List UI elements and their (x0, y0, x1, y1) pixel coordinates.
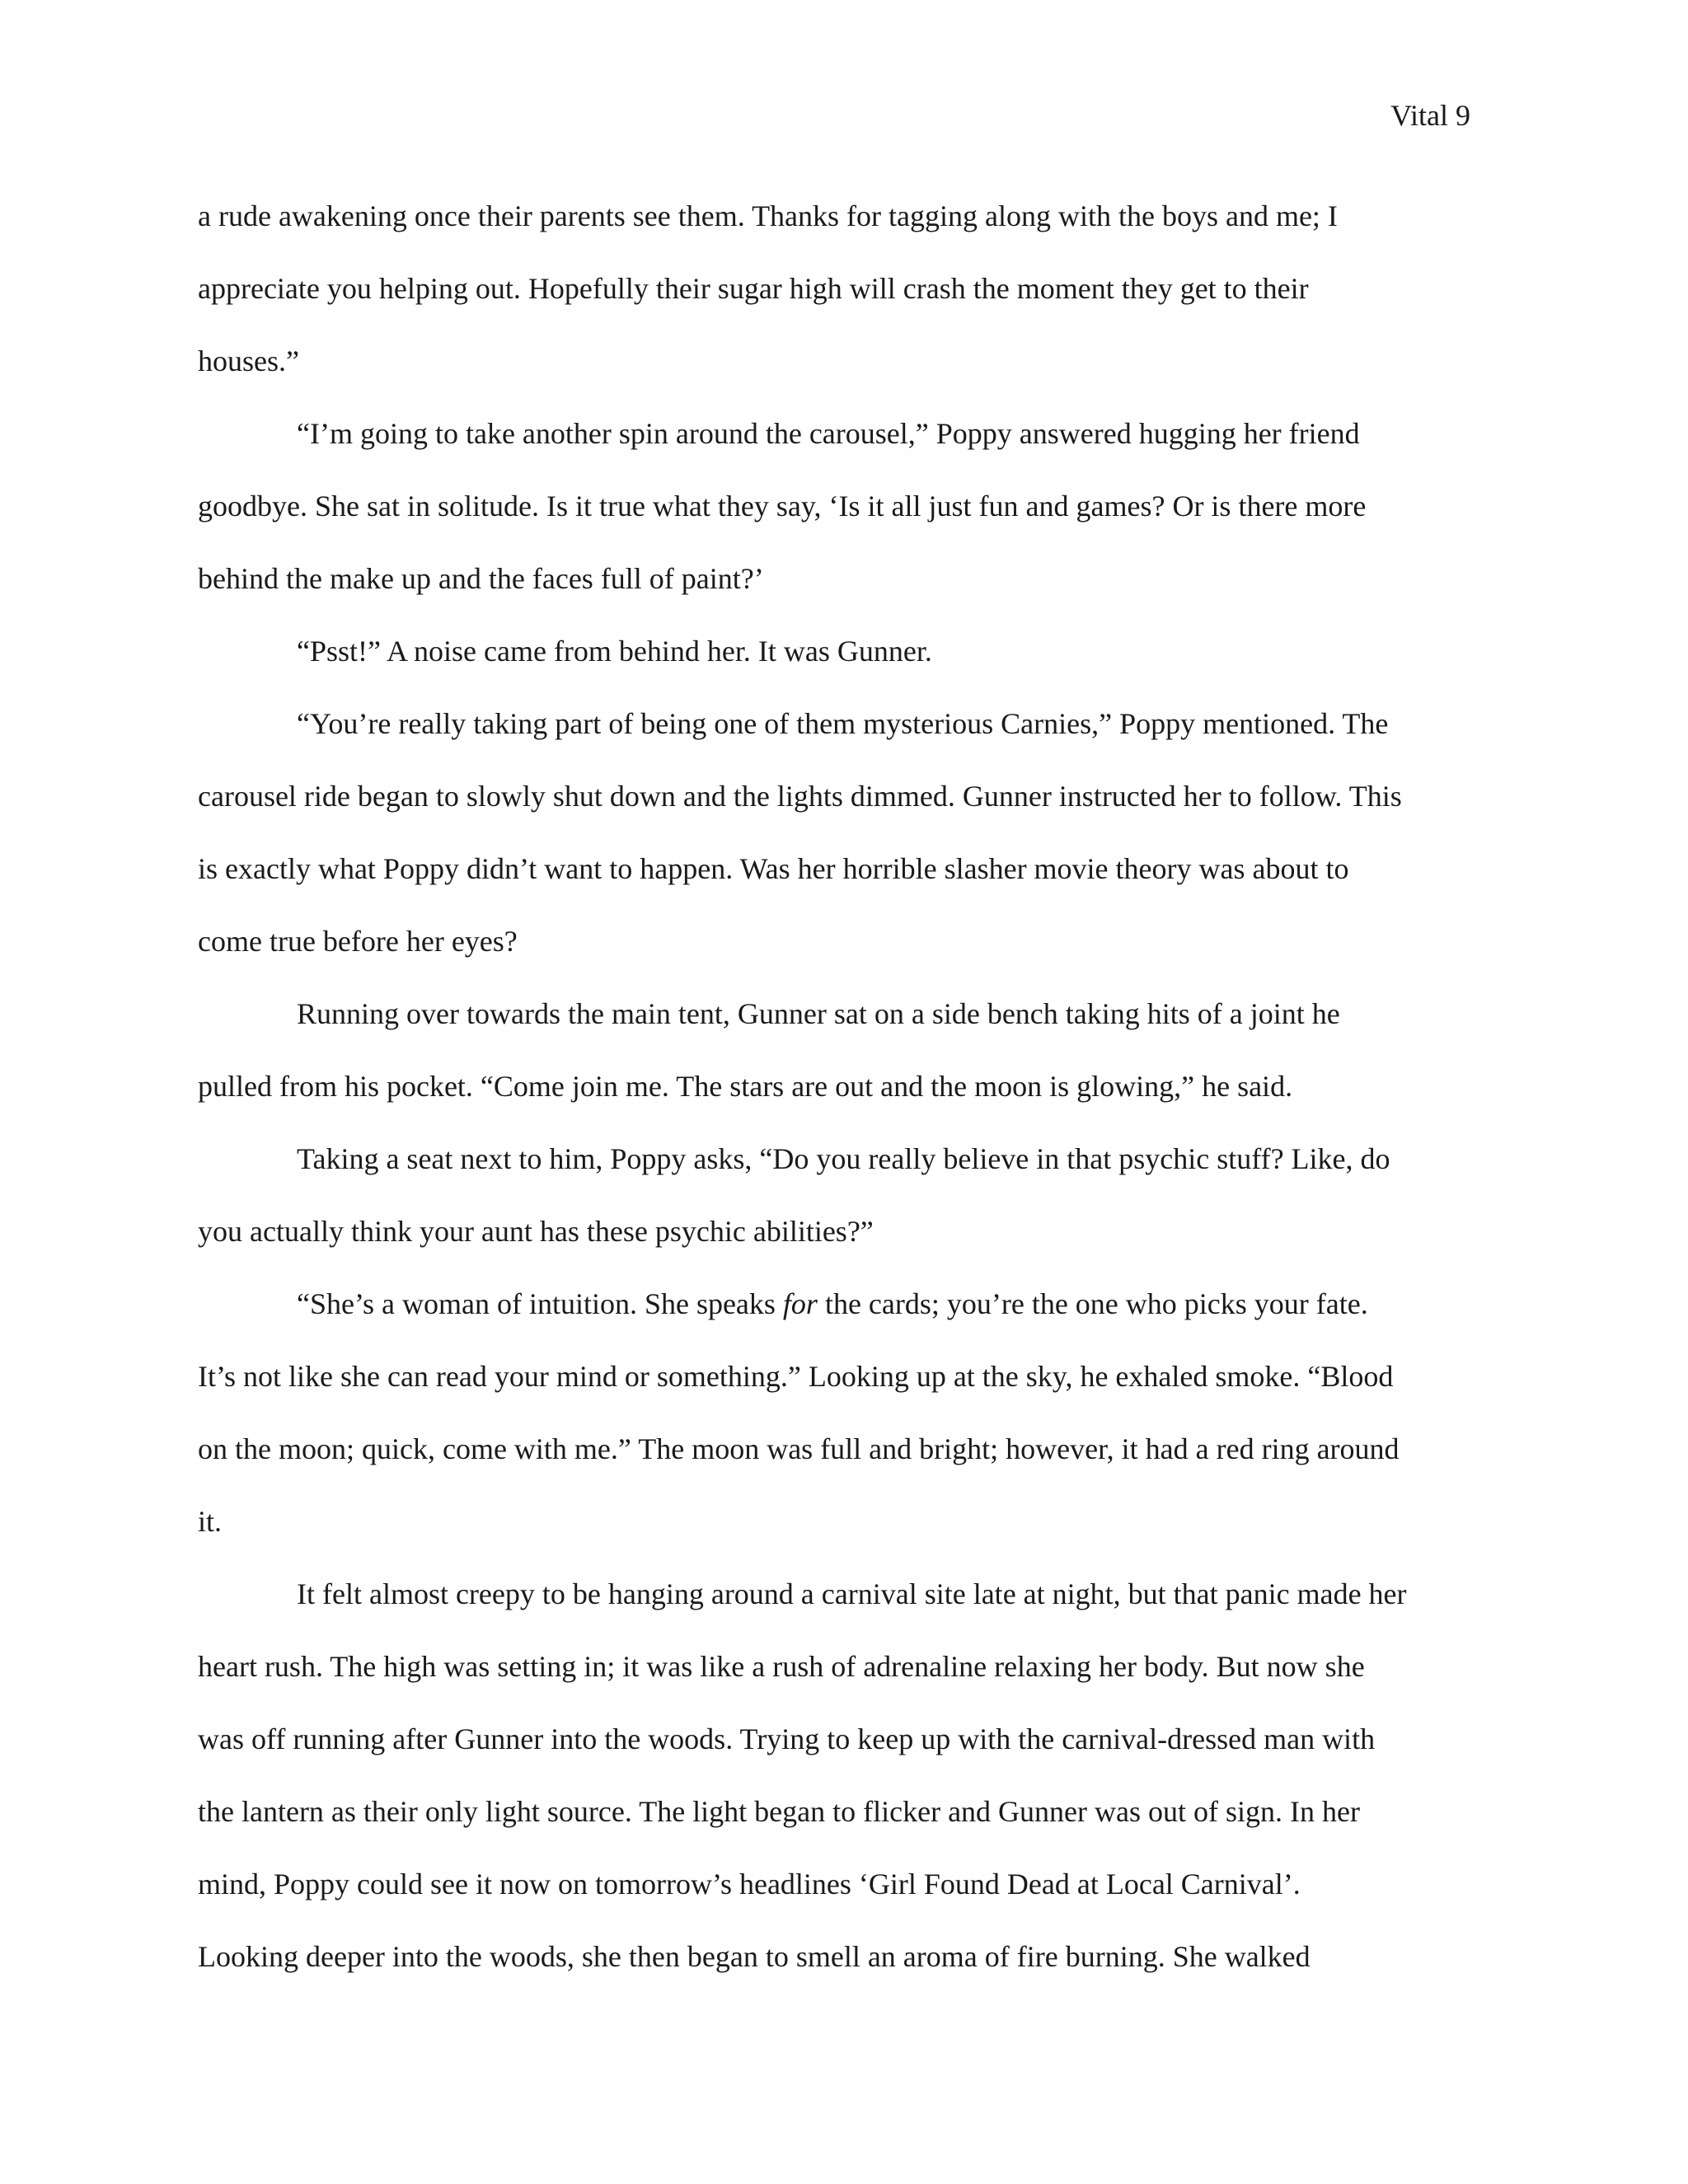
text-line: appreciate you helping out. Hopefully their sugar high will crash the moment they get to their (198, 272, 1309, 305)
text-line: pulled from his pocket. “Come join me. The stars are out and the moon is glowing,” he said. (198, 1070, 1293, 1103)
running-head: Vital 9 (1390, 99, 1470, 132)
text-line: houses.” (198, 344, 299, 377)
text-line: the lantern as their only light source. The light began to flicker and Gunner was out of sign. In her (198, 1795, 1360, 1828)
text-line-indented: “I’m going to take another spin around the carousel,” Poppy answered hugging her friend (297, 417, 1360, 450)
text-line-indented: Taking a seat next to him, Poppy asks, “Do you really believe in that psychic stuff? Like, do (297, 1142, 1390, 1175)
text-line-indented: It felt almost creepy to be hanging around a carnival site late at night, but that panic made her (297, 1577, 1407, 1610)
text-line: behind the make up and the faces full of paint?’ (198, 562, 764, 595)
text-line-indented: Running over towards the main tent, Gunner sat on a side bench taking hits of a joint he (297, 997, 1340, 1030)
text-line: carousel ride began to slowly shut down and the lights dimmed. Gunner instructed her to follow. This (198, 780, 1402, 813)
text-segment: the cards; you’re the one who picks your fate. (817, 1287, 1368, 1320)
text-line-indented: “You’re really taking part of being one of them mysterious Carnies,” Poppy mentioned. The (297, 707, 1389, 740)
text-line-indented: “Psst!” A noise came from behind her. It was Gunner. (297, 635, 932, 668)
italic-word: for (782, 1287, 818, 1320)
text-line: Looking deeper into the woods, she then began to smell an aroma of fire burning. She walked (198, 1940, 1311, 1973)
text-line: goodbye. She sat in solitude. Is it true what they say, ‘Is it all just fun and games? Or is there more (198, 490, 1367, 523)
text-line: it. (198, 1505, 223, 1538)
text-line: It’s not like she can read your mind or something.” Looking up at the sky, he exhaled smoke. “Blood (198, 1360, 1394, 1393)
text-line: is exactly what Poppy didn’t want to happen. Was her horrible slasher movie theory was about to (198, 852, 1349, 885)
text-line-indented (198, 1282, 1493, 1355)
text-line: was off running after Gunner into the woods. Trying to keep up with the carnival-dressed man with (198, 1722, 1376, 1755)
text-segment: “She’s a woman of intuition. She speaks (297, 1287, 783, 1320)
text-line: come true before her eyes? (198, 925, 518, 958)
body-text (198, 194, 1493, 2008)
text-line: on the moon; quick, come with me.” The moon was full and bright; however, it had a red ring around (198, 1432, 1400, 1465)
text-line: you actually think your aunt has these psychic abilities?” (198, 1215, 874, 1248)
text-line: mind, Poppy could see it now on tomorrow’s headlines ‘Girl Found Dead at Local Carnival’. (198, 1868, 1301, 1900)
text-line: a rude awakening once their parents see them. Thanks for tagging along with the boys and me; I (198, 199, 1338, 232)
text-line: heart rush. The high was setting in; it was like a rush of adrenaline relaxing her body. But now she (198, 1650, 1365, 1683)
